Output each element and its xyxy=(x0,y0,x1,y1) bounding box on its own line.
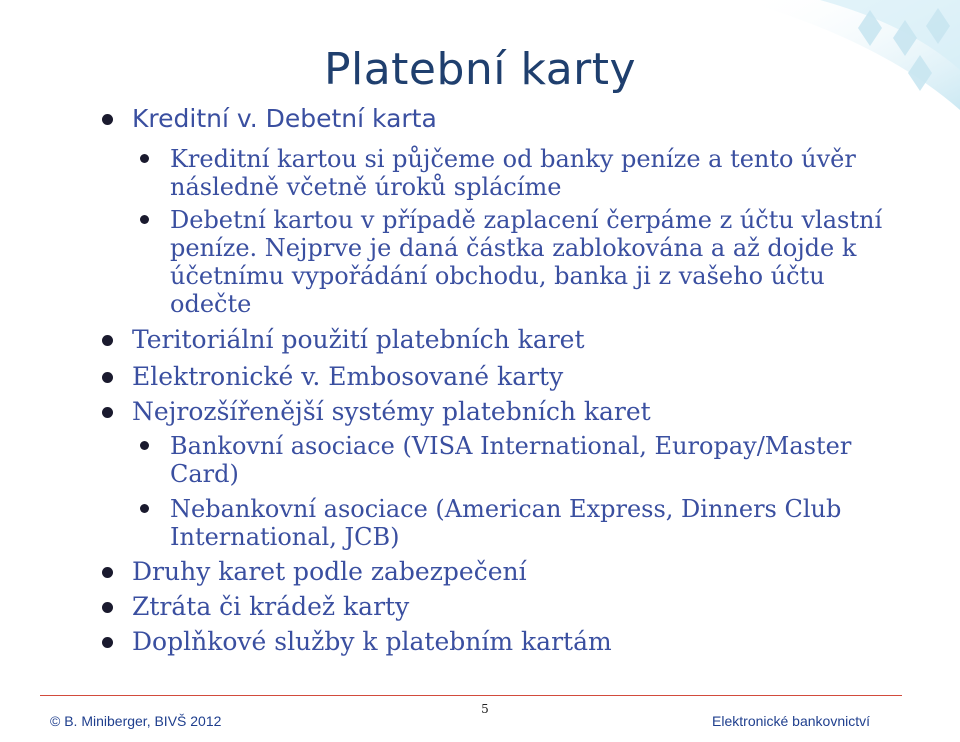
list-item-text: Doplňkové služby k platebním kartám xyxy=(132,627,612,656)
list-item-text: Ztráta či krádež karty xyxy=(132,592,410,621)
bullet-list xyxy=(0,102,960,662)
list-item-text: Elektronické v. Embosované karty xyxy=(132,362,564,391)
footer-divider xyxy=(40,695,902,696)
footer-copyright: © B. Miniberger, BIVŠ 2012 xyxy=(50,713,222,729)
bullet-icon xyxy=(102,567,113,578)
list-item xyxy=(132,593,922,621)
list-item-text: Nebankovní asociace (American Express, Dinners Club International, JCB) xyxy=(170,495,842,551)
bullet-icon xyxy=(140,504,149,513)
list-item-text: Debetní kartou v případě zaplacení čerpáme z účtu vlastní peníze. Nejprve je daná částka zablokována a až dojde k účetnímu vypořádání obchodu, banka ji z vašeho účtu odečte xyxy=(170,206,883,318)
list-item-text: Kreditní v. Debetní karta xyxy=(132,104,437,133)
bullet-icon xyxy=(102,637,113,648)
list-item xyxy=(170,495,910,551)
list-item-text: Kreditní kartou si půjčeme od banky peníze a tento úvěr následně včetně úroků splácíme xyxy=(170,145,856,201)
list-item xyxy=(170,432,910,488)
footer-course-name: Elektronické bankovnictví xyxy=(712,713,870,729)
bullet-icon xyxy=(140,215,149,224)
bullet-icon xyxy=(102,407,113,418)
bullet-icon xyxy=(102,114,113,125)
list-item xyxy=(132,363,922,391)
list-item xyxy=(132,326,922,354)
list-item-text: Bankovní asociace (VISA International, Europay/Master Card) xyxy=(170,432,852,488)
list-item xyxy=(132,558,922,586)
list-item xyxy=(132,628,922,656)
list-item-text: Druhy karet podle zabezpečení xyxy=(132,557,527,586)
list-item xyxy=(170,206,910,318)
bullet-icon xyxy=(102,602,113,613)
list-item xyxy=(170,145,910,201)
bullet-icon xyxy=(102,372,113,383)
list-item xyxy=(132,398,922,426)
list-item-text: Nejrozšířenější systémy platebních karet xyxy=(132,397,651,426)
page-number: 5 xyxy=(481,702,489,716)
list-item-text: Teritoriální použití platebních karet xyxy=(132,325,585,354)
bullet-icon xyxy=(140,441,149,450)
list-item xyxy=(132,105,922,133)
slide-title: Platební karty xyxy=(323,44,637,95)
bullet-icon xyxy=(102,335,113,346)
bullet-icon xyxy=(140,154,149,163)
